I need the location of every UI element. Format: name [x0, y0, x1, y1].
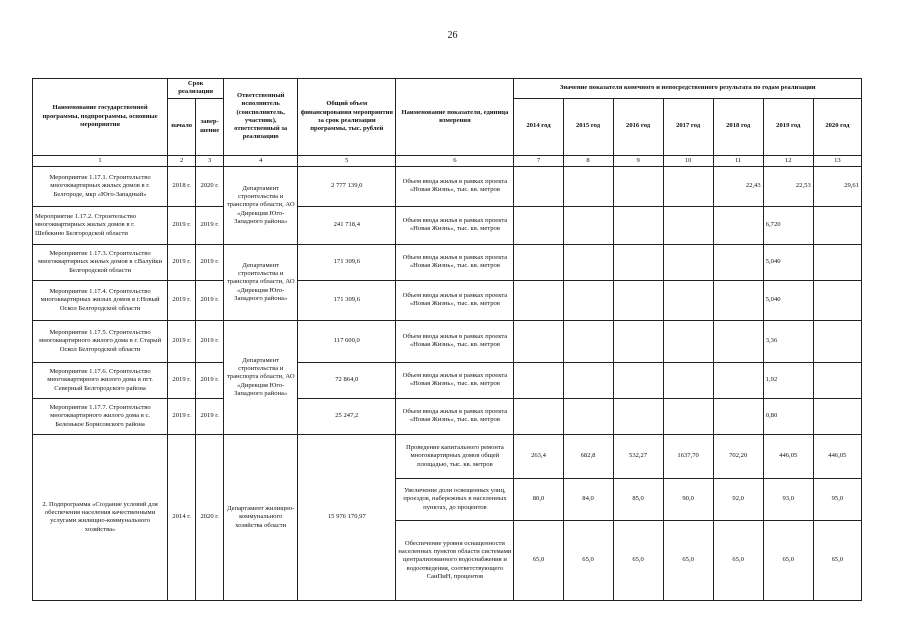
value-cell	[613, 362, 663, 398]
header-indicator: Наименование показателя, единица измерения	[396, 79, 514, 156]
indicator-name: Объем ввода жилья в рамках проекта «Новая Жизнь», тыс. кв. метров	[396, 280, 514, 320]
term-end: 2019 г.	[196, 398, 224, 434]
header-values-group: Значение показателя конечного и непосредственного результата по годам реализации	[514, 79, 862, 99]
program-table	[32, 78, 862, 601]
column-number: 7	[514, 155, 563, 166]
financing-value: 117 600,0	[298, 320, 396, 362]
value-cell	[813, 362, 861, 398]
term-end: 2019 г.	[196, 244, 224, 280]
indicator-name: Объем ввода жилья в рамках проекта «Новая Жизнь», тыс. кв. метров	[396, 206, 514, 244]
table-row	[33, 398, 862, 434]
value-cell: 90,0	[663, 478, 713, 520]
value-cell: 65,0	[563, 520, 613, 600]
value-cell: 0,80	[763, 398, 813, 434]
column-number: 9	[613, 155, 663, 166]
value-cell	[613, 206, 663, 244]
term-start: 2019 г.	[168, 206, 196, 244]
value-cell: 22,43	[713, 166, 763, 206]
value-cell: 92,0	[713, 478, 763, 520]
financing-value: 171 309,6	[298, 280, 396, 320]
value-cell	[514, 362, 563, 398]
header-term-group: Срок реализации	[168, 79, 224, 99]
header-year: 2019 год	[763, 98, 813, 155]
indicator-name: Объем ввода жилья в рамках проекта «Новая Жизнь», тыс. кв. метров	[396, 320, 514, 362]
value-cell	[663, 280, 713, 320]
value-cell: 22,53	[763, 166, 813, 206]
table-row	[33, 280, 862, 320]
value-cell: 5,040	[763, 280, 813, 320]
value-cell	[713, 206, 763, 244]
value-cell: 85,0	[613, 478, 663, 520]
term-start: 2019 г.	[168, 244, 196, 280]
term-end: 2019 г.	[196, 362, 224, 398]
value-cell	[613, 280, 663, 320]
value-cell: 446,05	[813, 434, 861, 478]
header-year: 2014 год	[514, 98, 563, 155]
value-cell: 65,0	[663, 520, 713, 600]
value-cell: 532,27	[613, 434, 663, 478]
table-row	[33, 434, 862, 478]
value-cell: 95,0	[813, 478, 861, 520]
column-number: 5	[298, 155, 396, 166]
column-number: 11	[713, 155, 763, 166]
value-cell: 1637,70	[663, 434, 713, 478]
value-cell	[613, 398, 663, 434]
header-term-end: завер-шение	[196, 98, 224, 155]
value-cell: 65,0	[713, 520, 763, 600]
page-number: 26	[447, 30, 458, 41]
value-cell	[813, 206, 861, 244]
term-end: 2019 г.	[196, 280, 224, 320]
indicator-name: Объем ввода жилья в рамках проекта «Новая Жизнь», тыс. кв. метров	[396, 398, 514, 434]
value-cell: 3,36	[763, 320, 813, 362]
table-row	[33, 320, 862, 362]
value-cell: 84,0	[563, 478, 613, 520]
term-start: 2014 г.	[168, 434, 196, 600]
value-cell: 93,0	[763, 478, 813, 520]
measure-name: Мероприятие 1.17.5. Строительство многоквартирного жилого дома в г. Старый Оскол Белгородской области	[33, 320, 168, 362]
financing-value: 171 309,6	[298, 244, 396, 280]
value-cell	[813, 320, 861, 362]
financing-value: 2 777 139,0	[298, 166, 396, 206]
measure-name: Мероприятие 1.17.2. Строительство многоквартирных жилых домов в г. Шебекино Белгородской области	[33, 206, 168, 244]
value-cell: 446,05	[763, 434, 813, 478]
value-cell	[563, 244, 613, 280]
value-cell: 6,720	[763, 206, 813, 244]
indicator-name: Проведение капитального ремонта многоквартирных домов общей площадью, тыс. кв. метров	[396, 434, 514, 478]
header-year: 2020 год	[813, 98, 861, 155]
value-cell: 65,0	[813, 520, 861, 600]
value-cell	[514, 398, 563, 434]
value-cell: 80,0	[514, 478, 563, 520]
column-number: 6	[396, 155, 514, 166]
header-program-name: Наименование государственной программы, подпрограммы, основные мероприятия	[33, 79, 168, 156]
executor-cell: Департамент строительства и транспорта области, АО «Дирекция Юго-Западного района»	[224, 320, 298, 434]
financing-value: 25 247,2	[298, 398, 396, 434]
column-number: 1	[33, 155, 168, 166]
indicator-name: Объем ввода жилья в рамках проекта «Новая Жизнь», тыс. кв. метров	[396, 166, 514, 206]
column-number: 3	[196, 155, 224, 166]
value-cell	[563, 206, 613, 244]
value-cell	[613, 244, 663, 280]
value-cell	[514, 166, 563, 206]
value-cell	[514, 244, 563, 280]
header-year: 2018 год	[713, 98, 763, 155]
value-cell	[813, 244, 861, 280]
measure-name: Мероприятие 1.17.3. Строительство многоквартирных жилых домов в г.Валуйки Белгородской области	[33, 244, 168, 280]
value-cell	[663, 398, 713, 434]
column-number: 8	[563, 155, 613, 166]
measure-name: Мероприятие 1.17.1. Строительство многоквартирных жилых домов в г. Белгороде, мкр «Юго-Западный»	[33, 166, 168, 206]
header-financing: Общий объем финансирования мероприятия за срок реализации программы, тыс. рублей	[298, 79, 396, 156]
value-cell	[713, 398, 763, 434]
value-cell	[563, 398, 613, 434]
term-start: 2019 г.	[168, 320, 196, 362]
column-number: 2	[168, 155, 196, 166]
value-cell	[514, 320, 563, 362]
value-cell: 5,040	[763, 244, 813, 280]
header-year: 2017 год	[663, 98, 713, 155]
term-start: 2019 г.	[168, 362, 196, 398]
value-cell	[713, 362, 763, 398]
executor-cell: Департамент жилищно-коммунального хозяйства области	[224, 434, 298, 600]
value-cell	[514, 206, 563, 244]
indicator-name: Увеличение доли освещенных улиц, проездов, набережных в населенных пунктах, до процентов	[396, 478, 514, 520]
value-cell	[613, 166, 663, 206]
column-number: 4	[224, 155, 298, 166]
value-cell	[563, 320, 613, 362]
value-cell: 263,4	[514, 434, 563, 478]
executor-cell: Департамент строительства и транспорта области, АО «Дирекция Юго-Западного района»	[224, 244, 298, 320]
value-cell: 65,0	[514, 520, 563, 600]
executor-cell: Департамент строительства и транспорта области, АО «Дирекция Юго-Западного района»	[224, 166, 298, 244]
value-cell	[813, 398, 861, 434]
measure-name: Мероприятие 1.17.4. Строительство многоквартирных жилых домов в г.Новый Оскол Белгородской области	[33, 280, 168, 320]
value-cell: 65,0	[763, 520, 813, 600]
value-cell: 1,92	[763, 362, 813, 398]
value-cell	[663, 206, 713, 244]
value-cell: 702,20	[713, 434, 763, 478]
term-end: 2019 г.	[196, 206, 224, 244]
term-start: 2019 г.	[168, 280, 196, 320]
column-number: 10	[663, 155, 713, 166]
indicator-name: Обеспечение уровня оснащенности населенных пунктов области системами централизованного водоснабжения и водоотведения, соответствующего СанПиН, процентов	[396, 520, 514, 600]
measure-name: Мероприятие 1.17.7. Строительство многоквартирного жилого дома в с. Беленькое Борисовского района	[33, 398, 168, 434]
value-cell	[663, 166, 713, 206]
value-cell	[713, 244, 763, 280]
term-end: 2020 г.	[196, 166, 224, 206]
column-number: 13	[813, 155, 861, 166]
column-number: 12	[763, 155, 813, 166]
subprogram-name: 2. Подпрограмма «Создание условий для обеспечения населения качественными услугами жилищно-коммунального хозяйства»	[33, 434, 168, 600]
value-cell	[663, 320, 713, 362]
column-number-row	[33, 155, 862, 166]
header-year: 2015 год	[563, 98, 613, 155]
value-cell: 65,0	[613, 520, 663, 600]
term-end: 2020 г.	[196, 434, 224, 600]
value-cell: 682,8	[563, 434, 613, 478]
value-cell	[563, 280, 613, 320]
value-cell	[713, 280, 763, 320]
value-cell	[663, 244, 713, 280]
value-cell	[613, 320, 663, 362]
measure-name: Мероприятие 1.17.6. Строительство многоквартирного жилого дома в пгт. Северный Белгородского района	[33, 362, 168, 398]
term-start: 2018 г.	[168, 166, 196, 206]
value-cell	[713, 320, 763, 362]
value-cell	[563, 362, 613, 398]
table-row	[33, 166, 862, 206]
indicator-name: Объем ввода жилья в рамках проекта «Новая Жизнь», тыс. кв. метров	[396, 244, 514, 280]
value-cell	[514, 280, 563, 320]
financing-value: 15 976 170,97	[298, 434, 396, 600]
value-cell: 29,61	[813, 166, 861, 206]
table-row	[33, 362, 862, 398]
financing-value: 241 718,4	[298, 206, 396, 244]
financing-value: 72 864,0	[298, 362, 396, 398]
header-executor: Ответственный исполнитель (соисполнитель, участник), ответственный за реализацию	[224, 79, 298, 156]
value-cell	[663, 362, 713, 398]
term-start: 2019 г.	[168, 398, 196, 434]
value-cell	[563, 166, 613, 206]
header-term-start: начало	[168, 98, 196, 155]
term-end: 2019 г.	[196, 320, 224, 362]
indicator-name: Объем ввода жилья в рамках проекта «Новая Жизнь», тыс. кв. метров	[396, 362, 514, 398]
table-row	[33, 244, 862, 280]
table-row	[33, 206, 862, 244]
header-year: 2016 год	[613, 98, 663, 155]
value-cell	[813, 280, 861, 320]
